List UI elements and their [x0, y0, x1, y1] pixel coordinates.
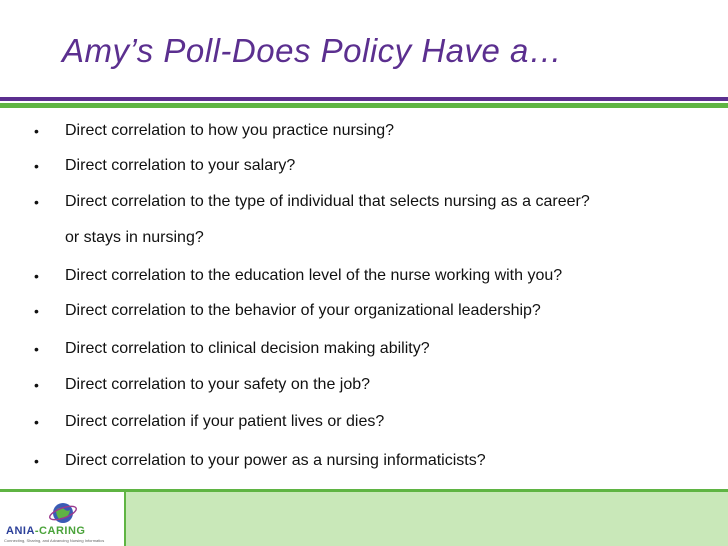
- logo-name-part1: ANIA: [6, 525, 35, 537]
- bullet-text: Direct correlation if your patient lives or dies?: [65, 413, 385, 430]
- bullet-text: Direct correlation to your safety on the job?: [65, 376, 371, 393]
- bullet-marker: •: [34, 194, 39, 210]
- bullet-text: Direct correlation to the education level of the nurse working with you?: [65, 267, 563, 284]
- bullet-text: Direct correlation to the type of individual that selects nursing as a career?: [65, 193, 590, 210]
- bullet-text: Direct correlation to clinical decision making ability?: [65, 340, 430, 357]
- globe-logo-icon: [48, 500, 78, 526]
- bullet-marker: •: [34, 158, 39, 174]
- bullet-text: Direct correlation to how you practice nursing?: [65, 122, 395, 139]
- bullet-text: Direct correlation to your power as a nursing informaticists?: [65, 452, 486, 469]
- bullet-marker: •: [34, 303, 39, 319]
- bullet-marker: •: [34, 268, 39, 284]
- title-rule-green: [0, 103, 728, 108]
- logo-tagline: Connecting, Sharing, and Advancing Nursing Informatics: [4, 538, 105, 543]
- bullet-text: Direct correlation to the behavior of your organizational leadership?: [65, 302, 541, 319]
- bullet-text: or stays in nursing?: [65, 229, 204, 246]
- slide-title: Amy’s Poll-Does Policy Have a…: [62, 32, 563, 69]
- bullet-text: Direct correlation to your salary?: [65, 157, 296, 174]
- bullet-marker: •: [34, 123, 39, 139]
- title-rule-purple: [0, 97, 728, 101]
- bullet-marker: •: [34, 377, 39, 393]
- logo-wordmark: [6, 525, 85, 537]
- bullet-marker: •: [34, 341, 39, 357]
- logo-name-part2: -CARING: [34, 525, 86, 537]
- bullet-marker: •: [34, 414, 39, 430]
- bullet-marker: •: [34, 453, 39, 469]
